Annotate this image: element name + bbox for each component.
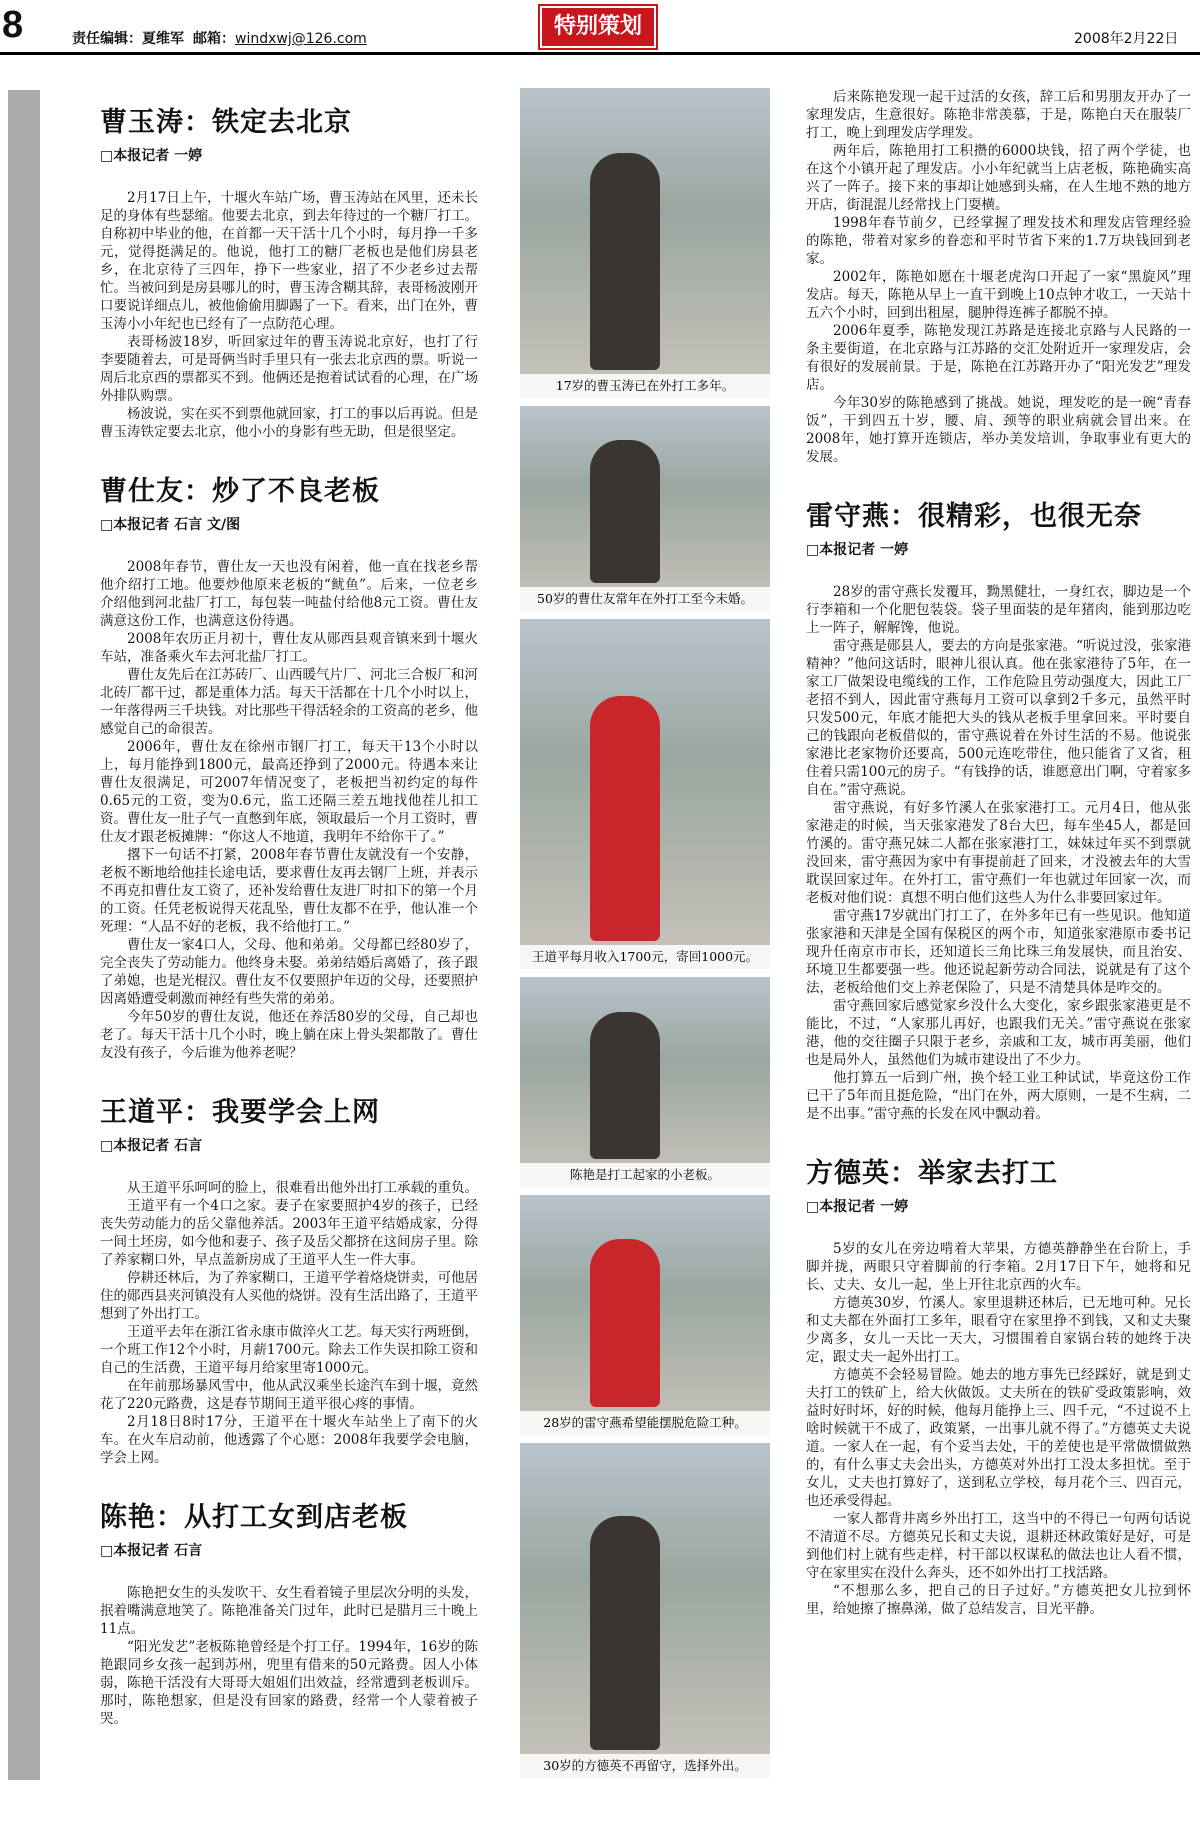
paragraph: 今年50岁的曹仕友说，他还在养活80岁的父母，自己却也老了。每天干活十几个小时，晚上躺在床上骨头架都散了。曹仕友没有孩子，今后谁为他养老呢？ <box>100 1009 478 1061</box>
editor-email <box>193 28 367 48</box>
article-wang-daoping <box>100 1090 478 1467</box>
article-title: 王道平：我要学会上网 <box>100 1097 380 1128</box>
article-chen-yan <box>100 1495 478 1728</box>
paragraph: 陈艳把女生的头发吹干、女生看着镜子里层次分明的头发，抿着嘴满意地笑了。陈艳准备关门过年，此时已是腊月三十晚上11点。 <box>100 1585 478 1637</box>
header-rule <box>0 52 1200 55</box>
paragraph: 雷守燕回家后感觉家乡没什么大变化，家乡跟张家港更是不能比，不过，“人家那儿再好，也跟我们无关。”雷守燕说在张家港，他的交往圈子只限于老乡，亲戚和工友，城市再美丽，他们也是局外人，虽然他们为城市建设出了不少力。 <box>806 998 1191 1068</box>
paragraph: 方德英30岁，竹溪人。家里退耕还林后，已无地可种。兄长和丈夫都在外面打工多年，眼看守在家里挣不到钱，又和丈夫聚少离多，女儿一天比一天大，习惯围着自家锅台转的她终于决定，跟丈夫一起外出打工。 <box>806 1295 1191 1365</box>
paragraph: “不想那么多，把自己的日子过好。”方德英把女儿拉到怀里，给她擦了擦鼻涕，做了总结发言，目光平静。 <box>806 1583 1191 1617</box>
paragraph: 雷守燕是郧县人，要去的方向是张家港。“听说过没，张家港精神？”他问这话时，眼神儿很认真。他在张家港待了5年，在一家工厂做架设电缆线的工作，工作危险且劳动强度大，因此工厂老招不到人，因此雷守燕每月工资可以拿到2千多元，虽然平时只发500元，年底才能把大头的钱从老板手里拿回来。平时要自己的钱跟向老板借似的，雷守燕说着在外讨生活的不易。他说张家港比老家物价还要高，500元连吃带住，他只能省了又省，租住着只需100元的房子。“有钱挣的话，谁愿意出门啊，守着家多自在。”雷守燕说。 <box>806 638 1191 798</box>
paragraph: 一家人都背井离乡外出打工，这当中的不得已一句两句话说不清道不尽。方德英兄长和丈夫说，退耕还林政策好是好，可是到他们村上就有些走样，村干部以权谋私的做法也让人看不惯，守在家里实在没什么奔头，还不如外出打工找活路。 <box>806 1511 1191 1581</box>
paragraph: 2002年，陈艳如愿在十堰老虎沟口开起了一家“黑旋风”理发店。每天，陈艳从早上一直干到晚上10点钟才收工，一天站十五六个小时，回到出租屋，腿肿得连裤子都脱不掉。 <box>806 269 1191 321</box>
email-label: 邮箱： <box>193 31 235 47</box>
paragraph: 1998年春节前夕，已经掌握了理发技术和理发店管理经验的陈艳，带着对家乡的眷恋和平时节省下来的1.7万块钱回到老家。 <box>806 215 1191 267</box>
person-figure <box>590 440 660 584</box>
paragraph: 2006年夏季，陈艳发现江苏路是连接北京路与人民路的一条主要街道，在北京路与江苏路的交汇处附近开一家理发店，会有很好的发展前景。于是，陈艳在江苏路开办了“阳光发艺”理发店。 <box>806 323 1191 393</box>
article-byline: □本报记者 一婷 <box>806 542 909 558</box>
paragraph: 从王道平乐呵呵的脸上，很难看出他外出打工承载的重负。 <box>127 1180 478 1196</box>
issue-date: 2008年2月22日 <box>1074 31 1179 47</box>
photo-cao-yutao <box>520 88 770 398</box>
photo-lei-shouyan <box>520 1195 770 1435</box>
person-figure <box>590 1012 660 1159</box>
photo-caption: 50岁的曹仕友常年在外打工至今未婚。 <box>520 587 770 611</box>
photo-fang-deying <box>520 1443 770 1778</box>
paragraph: 停耕还林后，为了养家糊口，王道平学着烙烧饼卖，可他居住的郧西县夹河镇没有人买他的烧饼。没有生活出路了，王道平想到了外出打工。 <box>100 1270 478 1322</box>
article-chen-yan-cont <box>806 88 1191 466</box>
person-figure <box>590 696 660 941</box>
photo-caption: 17岁的曹玉涛已在外打工多年。 <box>520 374 770 398</box>
paragraph: 王道平有一个4口之家。妻子在家要照护4岁的孩子，已经丧失劳动能力的岳父靠他养活。2003年王道平结婚成家，分得一间土坯房，如今他和妻子、孩子及岳父都挤在这间房子里。除了养家糊口外，早点盖新房成了王道平人生一件大事。 <box>100 1198 478 1268</box>
photo-caption: 30岁的方德英不再留守，选择外出。 <box>520 1754 770 1778</box>
paragraph: 两年后，陈艳用打工积攒的6000块钱，招了两个学徒，也在这个小镇开起了理发店。小小年纪就当上店老板，陈艳确实高兴了一阵子。接下来的事却让她感到头痛，在人生地不熟的地方开店，街混混儿经常找上门耍横。 <box>806 143 1191 213</box>
person-figure <box>590 1516 660 1751</box>
article-cao-yutao <box>100 100 478 441</box>
paragraph: 撂下一句话不打紧，2008年春节曹仕友就没有一个安静，老板不断地给他挂长途电话，要求曹仕友再去钢厂上班，并表示不再克扣曹仕友工资了，还补发给曹仕友进厂时扣下的第一个月的工资。任凭老板说得天花乱坠，曹仕友都不在乎，他认准一个死理：“人品不好的老板，我不给他打工。” <box>100 847 478 935</box>
paragraph: 表哥杨波18岁，听回家过年的曹玉涛说北京好，也打了行李要随着去，可是哥俩当时手里只有一张去北京西的票。听说一周后北京西的票都买不到。他俩还是抱着试试看的心理，在广场外排队购票。 <box>100 334 478 404</box>
paragraph: 雷守燕17岁就出门打工了，在外多年已有一些见识。他知道张家港和天津是全国有保税区的两个市，知道张家港原市委书记现升任南京市市长，还知道长三角比珠三角发展快，而且治安、环境卫生都要强一些。他还说起新劳动合同法，说就是有了这个法，老板给他们交上养老保险了，只是不清楚具体是咋交的。 <box>806 908 1191 996</box>
paragraph: 2月18日8时17分，王道平在十堰火车站坐上了南下的火车。在火车启动前，他透露了个心愿：2008年我要学会电脑，学会上网。 <box>100 1414 478 1466</box>
left-margin-bar <box>8 90 40 1780</box>
paragraph: 在年前那场暴风雪中，他从武汉乘坐长途汽车到十堰，竟然花了220元路费，这是春节期间王道平很心疼的事情。 <box>100 1378 478 1412</box>
article-title: 曹仕友：炒了不良老板 <box>100 476 380 507</box>
paragraph: 曹仕友一家4口人，父母、他和弟弟。父母都已经80岁了，完全丧失了劳动能力。他终身未娶。弟弟结婚后离婚了，孩子跟了弟媳，也是光棍汉。曹仕友不仅要照护年迈的父母，还要照护因离婚遭受刺激而神经有些失常的弟弟。 <box>100 937 478 1007</box>
photo-caption: 28岁的雷守燕希望能摆脱危险工种。 <box>520 1411 770 1435</box>
paragraph: 2006年，曹仕友在徐州市钢厂打工，每天干13个小时以上，每月能挣到1800元，最高还挣到了2000元。待遇本来让曹仕友很满足，可2007年情况变了，老板把当初约定的每件0.65元的工资，变为0.6元，监工还隔三差五地找他茬儿扣工资。曹仕友一肚子气一直憋到年底，领取最后一个月工资时，曹仕友才跟老板摊牌：“你这人不地道，我明年不给你干了。” <box>100 739 478 845</box>
article-lei-shouyan <box>806 494 1191 1123</box>
photo-caption: 陈艳是打工起家的小老板。 <box>520 1163 770 1187</box>
paragraph: 28岁的雷守燕长发覆耳，黝黑健壮，一身红衣，脚边是一个行李箱和一个化肥包装袋。袋子里面装的是年猪肉，能到那边吃上一阵子，解解馋，他说。 <box>806 584 1191 636</box>
article-byline: □本报记者 石言 <box>100 1543 203 1559</box>
paragraph: 王道平去年在浙江省永康市做淬火工艺。每天实行两班倒，一个班工作12个小时，月薪1700元。除去工作失误扣除工资和自己的生活费，王道平每月给家里寄1000元。 <box>100 1324 478 1376</box>
page-header <box>0 0 1200 52</box>
paragraph: “阳光发艺”老板陈艳曾经是个打工仔。1994年，16岁的陈艳跟同乡女孩一起到苏州，兜里有借来的50元路费。因人小体弱，陈艳干活没有大哥哥大姐姐们出效益，经常遭到老板训斥。那时，陈艳想家，但是没有回家的路费，经常一个人蒙着被子哭。 <box>100 1639 478 1727</box>
paragraph: 杨波说，实在买不到票他就回家，打工的事以后再说。但是曹玉涛铁定要去北京，他小小的身影有些无助，但是很坚定。 <box>100 406 478 440</box>
article-title: 方德英：举家去打工 <box>806 1158 1058 1189</box>
paragraph: 2008年春节，曹仕友一天也没有闲着，他一直在找老乡帮他介绍打工地。他要炒他原来老板的“鱿鱼”。后来，一位老乡介绍他到河北盐厂打工，每包装一吨盐付给他8元工资。曹仕友满意这份工作，也满意这份待遇。 <box>100 559 478 629</box>
article-byline: □本报记者 石言 文/图 <box>100 517 241 533</box>
paragraph: 2月17日上午，十堰火车站广场，曹玉涛站在风里，还未长足的身体有些瑟缩。他要去北京，到去年待过的一个糖厂打工。自称初中毕业的他，在首都一天干活十几个小时，每月挣一千多元，觉得挺满足的。他说，他打工的糖厂老板也是他们房县老乡，在北京待了三四年，挣下一些家业，招了不少老乡过去帮忙。当被问到是房县哪儿的时，曹玉涛含糊其辞，表哥杨波刚开口要说详细点儿，被他偷偷用脚踢了一下。看来，出门在外，曹玉涛小小年纪也已经有了一点防范心理。 <box>100 190 478 332</box>
article-title: 雷守燕：很精彩，也很无奈 <box>806 501 1142 532</box>
column-left <box>100 100 478 1756</box>
article-byline: □本报记者 一婷 <box>100 148 203 164</box>
article-title: 陈艳：从打工女到店老板 <box>100 1502 408 1533</box>
article-byline: □本报记者 一婷 <box>806 1199 909 1215</box>
photo-column <box>520 88 770 1786</box>
paragraph: 后来陈艳发现一起干过活的女孩，辞工后和男朋友开办了一家理发店，生意很好。陈艳非常羡慕，于是，陈艳白天在服装厂打工，晚上到理发店学理发。 <box>806 89 1191 141</box>
person-figure <box>590 153 660 370</box>
article-byline: □本报记者 石言 <box>100 1138 203 1154</box>
paragraph: 5岁的女儿在旁边啃着大苹果，方德英静静坐在台阶上，手脚并拢，两眼只守着脚前的行李箱。2月17日下午，她将和兄长、丈夫、女儿一起，坐上开往北京西的火车。 <box>806 1241 1191 1293</box>
paragraph: 曹仕友先后在江苏砖厂、山西暖气片厂、河北三合板厂和河北砖厂都干过，都是重体力活。每天干活都在十几个小时以上，一年落得两三千块钱。对比那些干得活轻余的工资高的老乡，他感觉自己的命很苦。 <box>100 667 478 737</box>
paragraph: 2008年农历正月初十，曹仕友从郧西县观音镇来到十堰火车站，准备乘火车去河北盐厂打工。 <box>100 631 478 665</box>
photo-chen-yan <box>520 977 770 1187</box>
page-number: 8 <box>2 4 24 46</box>
paragraph: 今年30岁的陈艳感到了挑战。她说，理发吃的是一碗“青春饭”，干到四五十岁，腰、肩、颈等的职业病就会冒出来。在2008年，她打算开连锁店，举办美发培训，争取事业有更大的发展。 <box>806 395 1191 465</box>
article-cao-shiyou <box>100 469 478 1062</box>
email-link[interactable]: windxwj@126.com <box>235 31 367 47</box>
photo-wang-daoping <box>520 619 770 969</box>
article-fang-deying <box>806 1151 1191 1618</box>
paragraph: 雷守燕说，有好多竹溪人在张家港打工。元月4日，他从张家港走的时候，当天张家港发了8台大巴，每车坐45人，都是回竹溪的。雷守燕兄妹二人都在张家港打工，妹妹过年买不到票就没回来，雷守燕因为家中有事提前赶了回来，才没被去年的大雪耽误回家过年。在外打工，雷守燕们一年也就过年回家一次，而老板对他们说：真想不明白他们这些人为什么非要回家过年。 <box>806 800 1191 906</box>
editor-credit: 责任编辑：夏维军 <box>72 31 184 47</box>
article-title: 曹玉涛：铁定去北京 <box>100 107 352 138</box>
photo-cao-shiyou <box>520 406 770 611</box>
section-badge: 特别策划 <box>542 8 654 46</box>
paragraph: 方德英不会轻易冒险。她去的地方事先已经踩好，就是到丈夫打工的铁矿上，给大伙做饭。丈夫所在的铁矿受政策影响，效益时好时坏，好的时候，他每月能挣上三、四千元，“不过说不上啥时候就干不成了，政策紧，一出事儿就不得了。”方德英丈夫说道。一家人在一起，有个妥当去处，干的差使也是平常做惯做熟的，有什么事丈夫会出头，方德英对外出打工没太多担忧。至于女儿，丈夫也打算好了，送到私立学校，每月花个三、四百元，也还承受得起。 <box>806 1367 1191 1509</box>
photo-caption: 王道平每月收入1700元，寄回1000元。 <box>520 945 770 969</box>
paragraph: 他打算五一后到广州，换个轻工业工种试试，毕竟这份工作已干了5年而且挺危险，“出门在外，两大原则，一是不生病，二是不出事。”雷守燕的长发在风中飘动着。 <box>806 1070 1191 1122</box>
column-right <box>806 88 1191 1646</box>
person-figure <box>590 1239 660 1407</box>
